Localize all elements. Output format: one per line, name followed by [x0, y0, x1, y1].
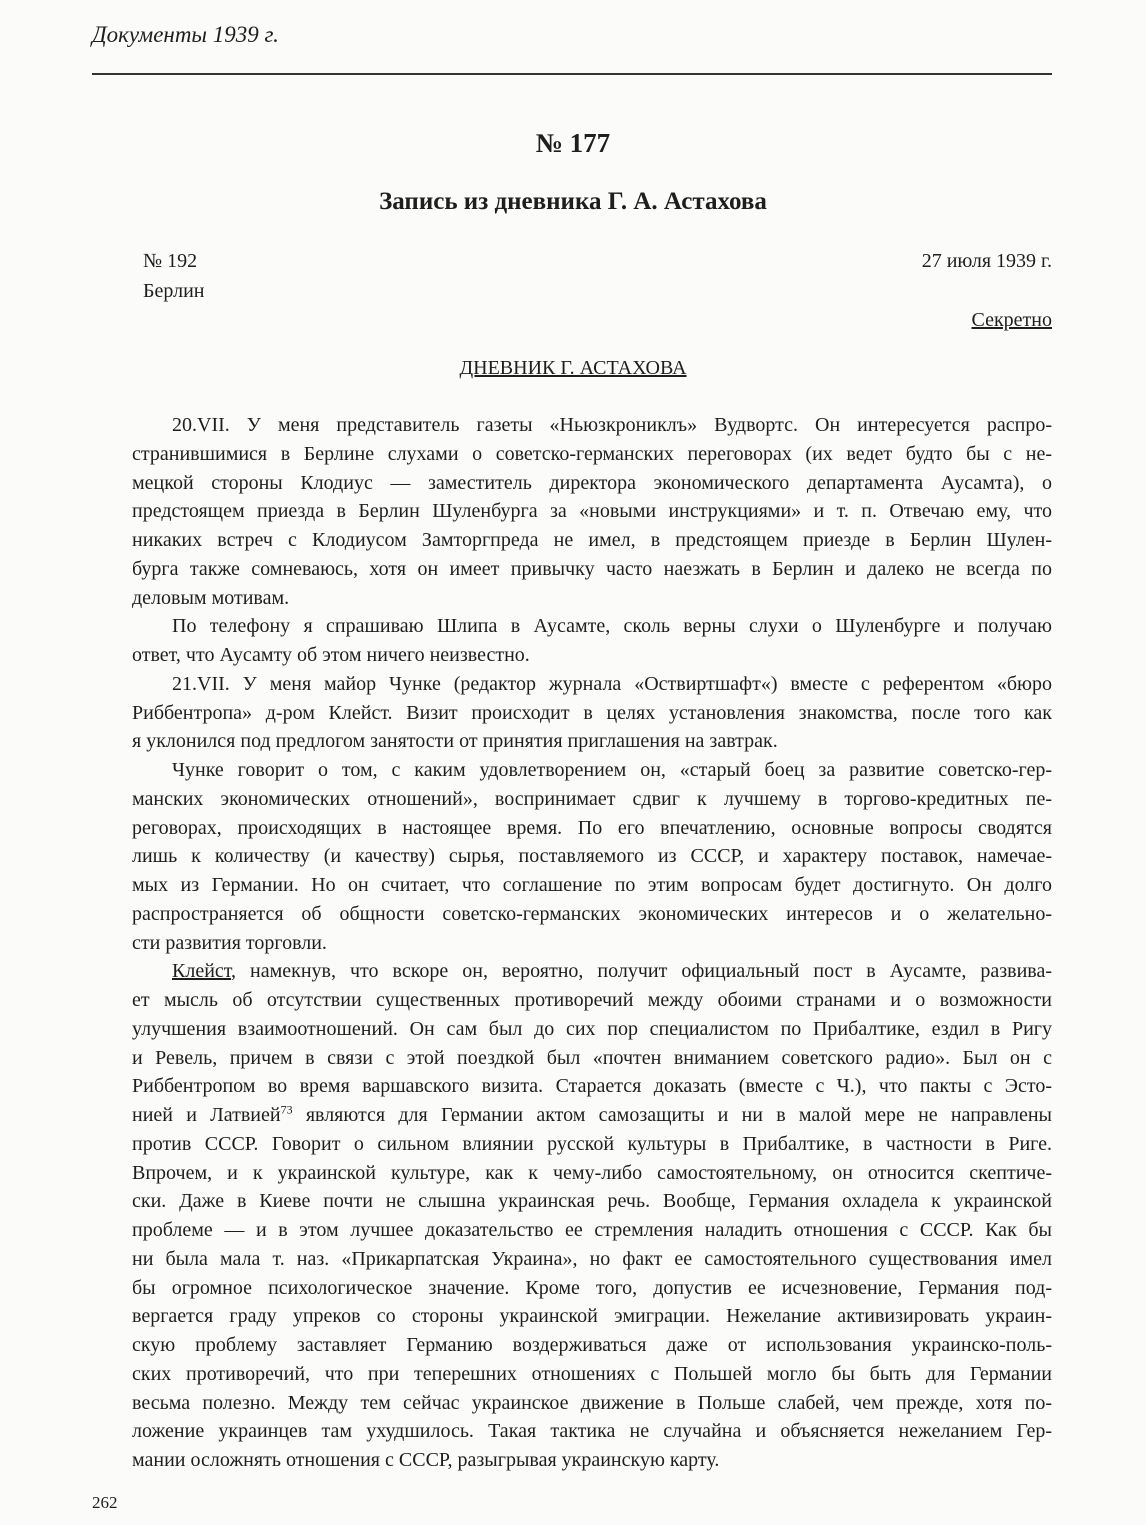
document-number: № 177 — [535, 128, 611, 158]
document-date: 27 июля 1939 г. — [921, 250, 1052, 272]
paragraph-line: манских экономических отношений», воспринимает сдвиг к лучшему в торгово-кредитных пе- — [132, 787, 1052, 810]
paragraph-line: Риббентропа» д-ром Клейст. Визит происходит в целях установления знакомства, после того как — [132, 701, 1052, 724]
paragraph-line: ложение украинцев там ухудшилось. Такая тактика не случайна и объясняется нежеланием Гер- — [132, 1420, 1052, 1443]
paragraph-line: деловым мотивам. — [132, 586, 290, 609]
paragraph-line: против СССР. Говорит о сильном влиянии русской культуры в Прибалтике, в частности в Риге. — [132, 1132, 1052, 1155]
paragraph-line: бурга также сомневаюсь, хотя он имеет привычку часто наезжать в Берлин и далеко не всегда по — [132, 557, 1052, 580]
diary-heading — [0, 357, 1146, 380]
paragraph-line: Чунке говорит о том, с каким удовлетворением он, «старый боец за развитие советско-гер- — [172, 759, 1052, 781]
running-head: Документы 1939 г. — [92, 22, 279, 47]
paragraph-line: ских противоречий, что при теперешних отношениях с Польшей могло бы быть для Германии — [132, 1362, 1052, 1385]
diary-heading-text: ДНЕВНИК Г. АСТАХОВА — [459, 357, 687, 379]
paragraph-line: никаких встреч с Клодиусом Замторгпреда не имел, в предстоящем приезде в Берлин Шулен- — [132, 529, 1052, 551]
document-title: Запись из дневника Г. А. Астахова — [379, 188, 767, 215]
page-number: 262 — [92, 1493, 118, 1512]
paragraph-line: 20.VII. У меня представитель газеты «Ньюзкрониклъ» Вудвортс. Он интересуется распро- — [172, 414, 1052, 436]
paragraph-line: улучшения взаимоотношений. Он сам был до сих пор специалистом по Прибалтике, ездил в Ригу — [132, 1017, 1052, 1040]
text-segment: , намекнув, что вскоре он, вероятно, получит официальный пост в Аусамте, развива- — [231, 960, 1052, 983]
paragraph-line: ет мысль об отсутствии существенных противоречий между обоими странами и о возможности — [132, 989, 1052, 1011]
header-rule — [92, 73, 1052, 75]
paragraph-line: я уклонился под предлогом занятости от принятия приглашения на завтрак. — [132, 730, 778, 753]
paragraph-line: и Ревель, причем в связи с этой поездкой был «почтен вниманием советского радио». Был он с — [132, 1046, 1052, 1069]
paragraph-line: сти развития торговли. — [132, 931, 327, 954]
footnote-ref: 73 — [280, 1102, 293, 1117]
paragraph-line: мецкой стороны Клодиус — заместитель директора экономического департамента Аусамта), о — [132, 471, 1052, 494]
text-segment: нией и Латвией — [132, 1104, 281, 1126]
underlined-name: Клейст — [172, 960, 232, 983]
paragraph-line: распространяется об общности советско-германских экономических интересов и о желательно- — [132, 902, 1052, 925]
paragraph-line: вергается граду упреков со стороны украинской эмиграции. Нежелание активизировать украин- — [132, 1305, 1052, 1328]
paragraph-line: 21.VII. У меня майор Чунке (редактор журнала «Оствиртшафт«) вместе с референтом «бюро — [172, 672, 1052, 695]
paragraph-line — [132, 1101, 1052, 1130]
paragraph-line: скую проблему заставляет Германию воздерживаться даже от использования украинско-поль- — [132, 1334, 1052, 1356]
paragraph-line: мых из Германии. Но он считает, что соглашение по этим вопросам будет достигнуто. Он долго — [132, 874, 1052, 896]
paragraph-line: проблеме — и в этом лучшее доказательство ее стремления наладить отношения с СССР. Как бы — [132, 1219, 1052, 1241]
document-body — [132, 411, 1052, 1475]
paragraph-line: предстоящем приезда в Берлин Шуленбурга за «новыми инструкциями» и т. п. Отвечаю ему, что — [132, 500, 1052, 523]
paragraph-line: ски. Даже в Киеве почти не слышна украинская речь. Вообще, Германия охладела к украинской — [132, 1190, 1052, 1213]
paragraph-line: странившимися в Берлине слухами о советско-германских переговорах (их ведет будто бы с не- — [132, 442, 1052, 465]
paragraph-line: весьма полезно. Между тем сейчас украинское движение в Польше слабей, чем прежде, хотя по- — [132, 1391, 1052, 1414]
paragraph-line — [132, 957, 1052, 986]
reference-number: № 192 — [143, 250, 198, 272]
paragraph-line: бы огромное психологическое значение. Кроме того, допустив ее исчезновение, Германия под- — [132, 1276, 1052, 1299]
paragraph-line: ни была мала т. наз. «Прикарпатская Украина», но факт ее самостоятельного существования имел — [132, 1247, 1052, 1270]
place: Берлин — [143, 280, 205, 302]
paragraph-line: реговорах, происходящих в настоящее время. По его впечатлению, основные вопросы сводятся — [132, 816, 1052, 839]
paragraph-line: ответ, что Аусамту об этом ничего неизвестно. — [132, 644, 530, 666]
paragraph-line: мании осложнять отношения с СССР, разыгрывая украинскую карту. — [132, 1449, 720, 1471]
paragraph-line: лишь к количеству (и качеству) сырья, поставляемого из СССР, и характеру поставок, намечае- — [132, 845, 1052, 868]
paragraph-line: Впрочем, и к украинской культуре, как к чему-либо самостоятельному, он относится скептиче- — [132, 1161, 1052, 1184]
classification-mark: Секретно — [971, 309, 1052, 331]
text-segment: являются для Германии актом самозащиты и ни в малой мере не направлены — [292, 1104, 1052, 1126]
paragraph-line: По телефону я спрашиваю Шлипа в Аусамте, сколь верны слухи о Шуленбурге и получаю — [172, 615, 1052, 638]
paragraph-line: Риббентропом во время варшавского визита. Старается доказать (вместе с Ч.), что пакты с Эсто- — [132, 1075, 1052, 1098]
